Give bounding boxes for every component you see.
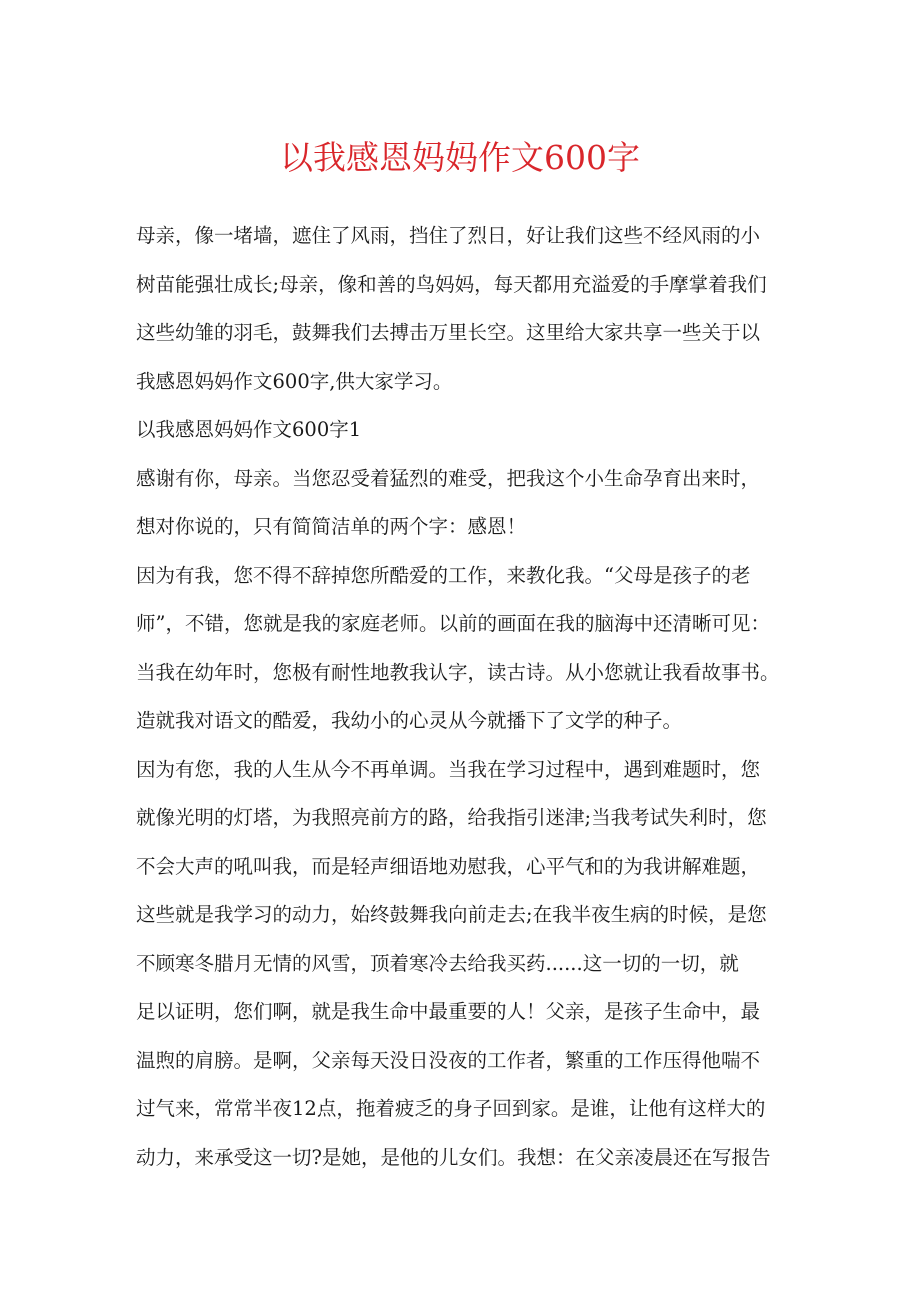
text-line: 想对你说的，只有简简洁单的两个字：感恩！ — [136, 515, 527, 538]
text-line: 过气来，常常半夜12点，拖着疲乏的身子回到家。是谁，让他有这样大的 — [136, 1097, 766, 1120]
text-line: 我感恩妈妈作文600字,供大家学习。 — [136, 369, 453, 393]
section-heading: 以我感恩妈妈作文600字1 — [136, 418, 362, 441]
text-line: 师”，不错，您就是我的家庭老师。以前的画面在我的脑海中还清晰可见： — [136, 612, 770, 635]
text-line: 造就我对语文的酷爱，我幼小的心灵从今就播下了文学的种子。 — [136, 709, 683, 732]
text-line: 就像光明的灯塔，为我照亮前方的路，给我指引迷津;当我考试失利时，您 — [136, 806, 767, 829]
text-line: 因为有您，我的人生从今不再单调。当我在学习过程中，遇到难题时，您 — [136, 757, 761, 781]
text-line: 这些幼雏的羽毛，鼓舞我们去搏击万里长空。这里给大家共享一些关于以 — [136, 321, 761, 344]
text-line: 温煦的肩膀。是啊，父亲每天没日没夜的工作者，繁重的工作压得他喘不 — [136, 1048, 761, 1072]
essay-body — [136, 212, 796, 1182]
text-line: 因为有我，您不得不辞掉您所酷爱的工作，来教化我。“父母是孩子的老 — [136, 563, 751, 587]
page-title: 以我感恩妈妈作文600字 — [280, 138, 640, 177]
text-line: 当我在幼年时，您极有耐性地教我认字，读古诗。从小您就让我看故事书。 — [136, 660, 780, 684]
text-line: 树苗能强壮成长;母亲，像和善的鸟妈妈，每天都用充溢爱的手摩掌着我们 — [136, 272, 767, 296]
text-line: 足以证明，您们啊，就是我生命中最重要的人！父亲，是孩子生命中，最 — [136, 1000, 761, 1023]
text-line: 不顾寒冬腊月无情的风雪，顶着寒冷去给我买药......这一切的一切，就 — [136, 951, 739, 975]
text-line: 这些就是我学习的动力，始终鼓舞我向前走去;在我半夜生病的时候，是您 — [136, 903, 767, 926]
text-line: 动力，来承受这一切?是她，是他的儿女们。我想：在父亲凌晨还在写报告 — [136, 1145, 771, 1169]
text-line: 不会大声的吼叫我，而是轻声细语地劝慰我，心平气和的为我讲解难题， — [136, 854, 761, 878]
text-line: 母亲，像一堵墙，遮住了风雨，挡住了烈日，好让我们这些不经风雨的小 — [136, 224, 761, 247]
text-line: 感谢有你，母亲。当您忍受着猛烈的难受，把我这个小生命孕育出来时， — [136, 466, 761, 490]
